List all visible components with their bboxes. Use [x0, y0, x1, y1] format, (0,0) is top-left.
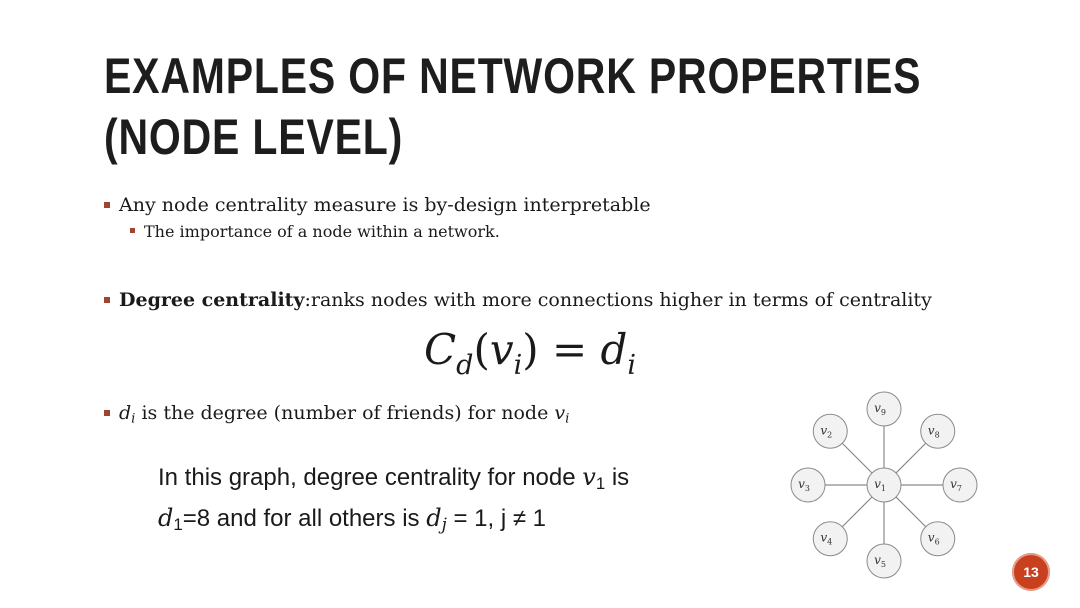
formula-d: d — [600, 325, 628, 374]
bullet-marker — [104, 297, 110, 303]
node-v1 — [867, 468, 901, 502]
page-number-badge: 13 — [1012, 553, 1050, 591]
star-graph-diagram — [780, 385, 990, 585]
node-v3 — [791, 468, 825, 502]
explanation-line-2 — [158, 501, 629, 542]
sub-bullet-importance — [144, 220, 500, 244]
explanation-mid: =8 and for all others is — [182, 505, 427, 533]
bullet-degree-definition — [119, 401, 569, 431]
node-v2-label: $v_2$ — [820, 423, 833, 440]
formula-c-sub: d — [456, 350, 474, 381]
var-d-j: d — [426, 504, 442, 533]
node-v2 — [813, 414, 847, 448]
var-v-sub: i — [565, 411, 570, 427]
var-d: d — [119, 402, 132, 424]
node-v6 — [921, 522, 955, 556]
bullet-marker — [104, 410, 110, 416]
bullet-marker — [104, 202, 110, 208]
var-v: v — [554, 402, 566, 424]
degree-centrality-term: Degree centrality — [119, 289, 305, 311]
node-v7 — [943, 468, 977, 502]
node-v5 — [867, 544, 901, 578]
var-d-sub: 1 — [173, 515, 183, 535]
explanation-text: In this graph, degree centrality for node — [158, 464, 583, 491]
graph-explanation — [158, 460, 629, 542]
formula-open-paren: ( — [473, 325, 490, 374]
var-d: d — [158, 504, 174, 533]
node-v7-label: $v_7$ — [950, 477, 962, 493]
formula-c: C — [424, 325, 457, 374]
node-v4 — [813, 522, 847, 556]
var-v-sub: 1 — [595, 474, 606, 494]
sub-bullet-text: The importance of a node within a network. — [144, 222, 500, 241]
node-v9 — [867, 392, 901, 426]
bullet-marker — [130, 228, 135, 233]
degree-centrality-formula — [424, 320, 636, 396]
bullet-text: Any node centrality measure is by-design interpretable — [119, 194, 651, 216]
formula-v: v — [489, 325, 514, 374]
bullet-degree-centrality — [119, 288, 932, 312]
graph-nodes — [791, 392, 977, 578]
bullet3-text: is the degree (number of friends) for node — [135, 402, 555, 424]
var-d-sub: i — [131, 411, 136, 427]
node-v3-label: $v_3$ — [798, 477, 810, 493]
var-v: v — [582, 463, 596, 491]
bullet-interpretable — [119, 193, 651, 217]
slide-title — [104, 46, 922, 168]
title-line-2: (NODE LEVEL) — [104, 109, 404, 165]
title-line-1: EXAMPLES OF NETWORK PROPERTIES — [104, 48, 922, 104]
formula-v-sub: i — [513, 350, 523, 381]
explanation-line-1 — [158, 460, 629, 501]
node-v8-label: $v_8$ — [927, 423, 940, 440]
node-v4-label: $v_4$ — [820, 530, 833, 547]
node-v5-label: $v_5$ — [874, 553, 886, 569]
node-v6-label: $v_6$ — [927, 530, 940, 547]
formula-d-sub: i — [627, 350, 637, 381]
degree-centrality-definition: :ranks nodes with more connections higher in terms of centrality — [304, 289, 932, 311]
formula-equals: = — [538, 325, 601, 374]
var-d-j-sub: j — [441, 514, 447, 535]
node-v9-label: $v_9$ — [874, 401, 886, 417]
formula-close-paren: ) — [522, 325, 539, 374]
node-v1-label: $v_1$ — [874, 477, 886, 493]
node-v8 — [921, 414, 955, 448]
explanation-text-end: is — [605, 464, 630, 491]
explanation-end: = 1, j ≠ 1 — [446, 505, 547, 533]
